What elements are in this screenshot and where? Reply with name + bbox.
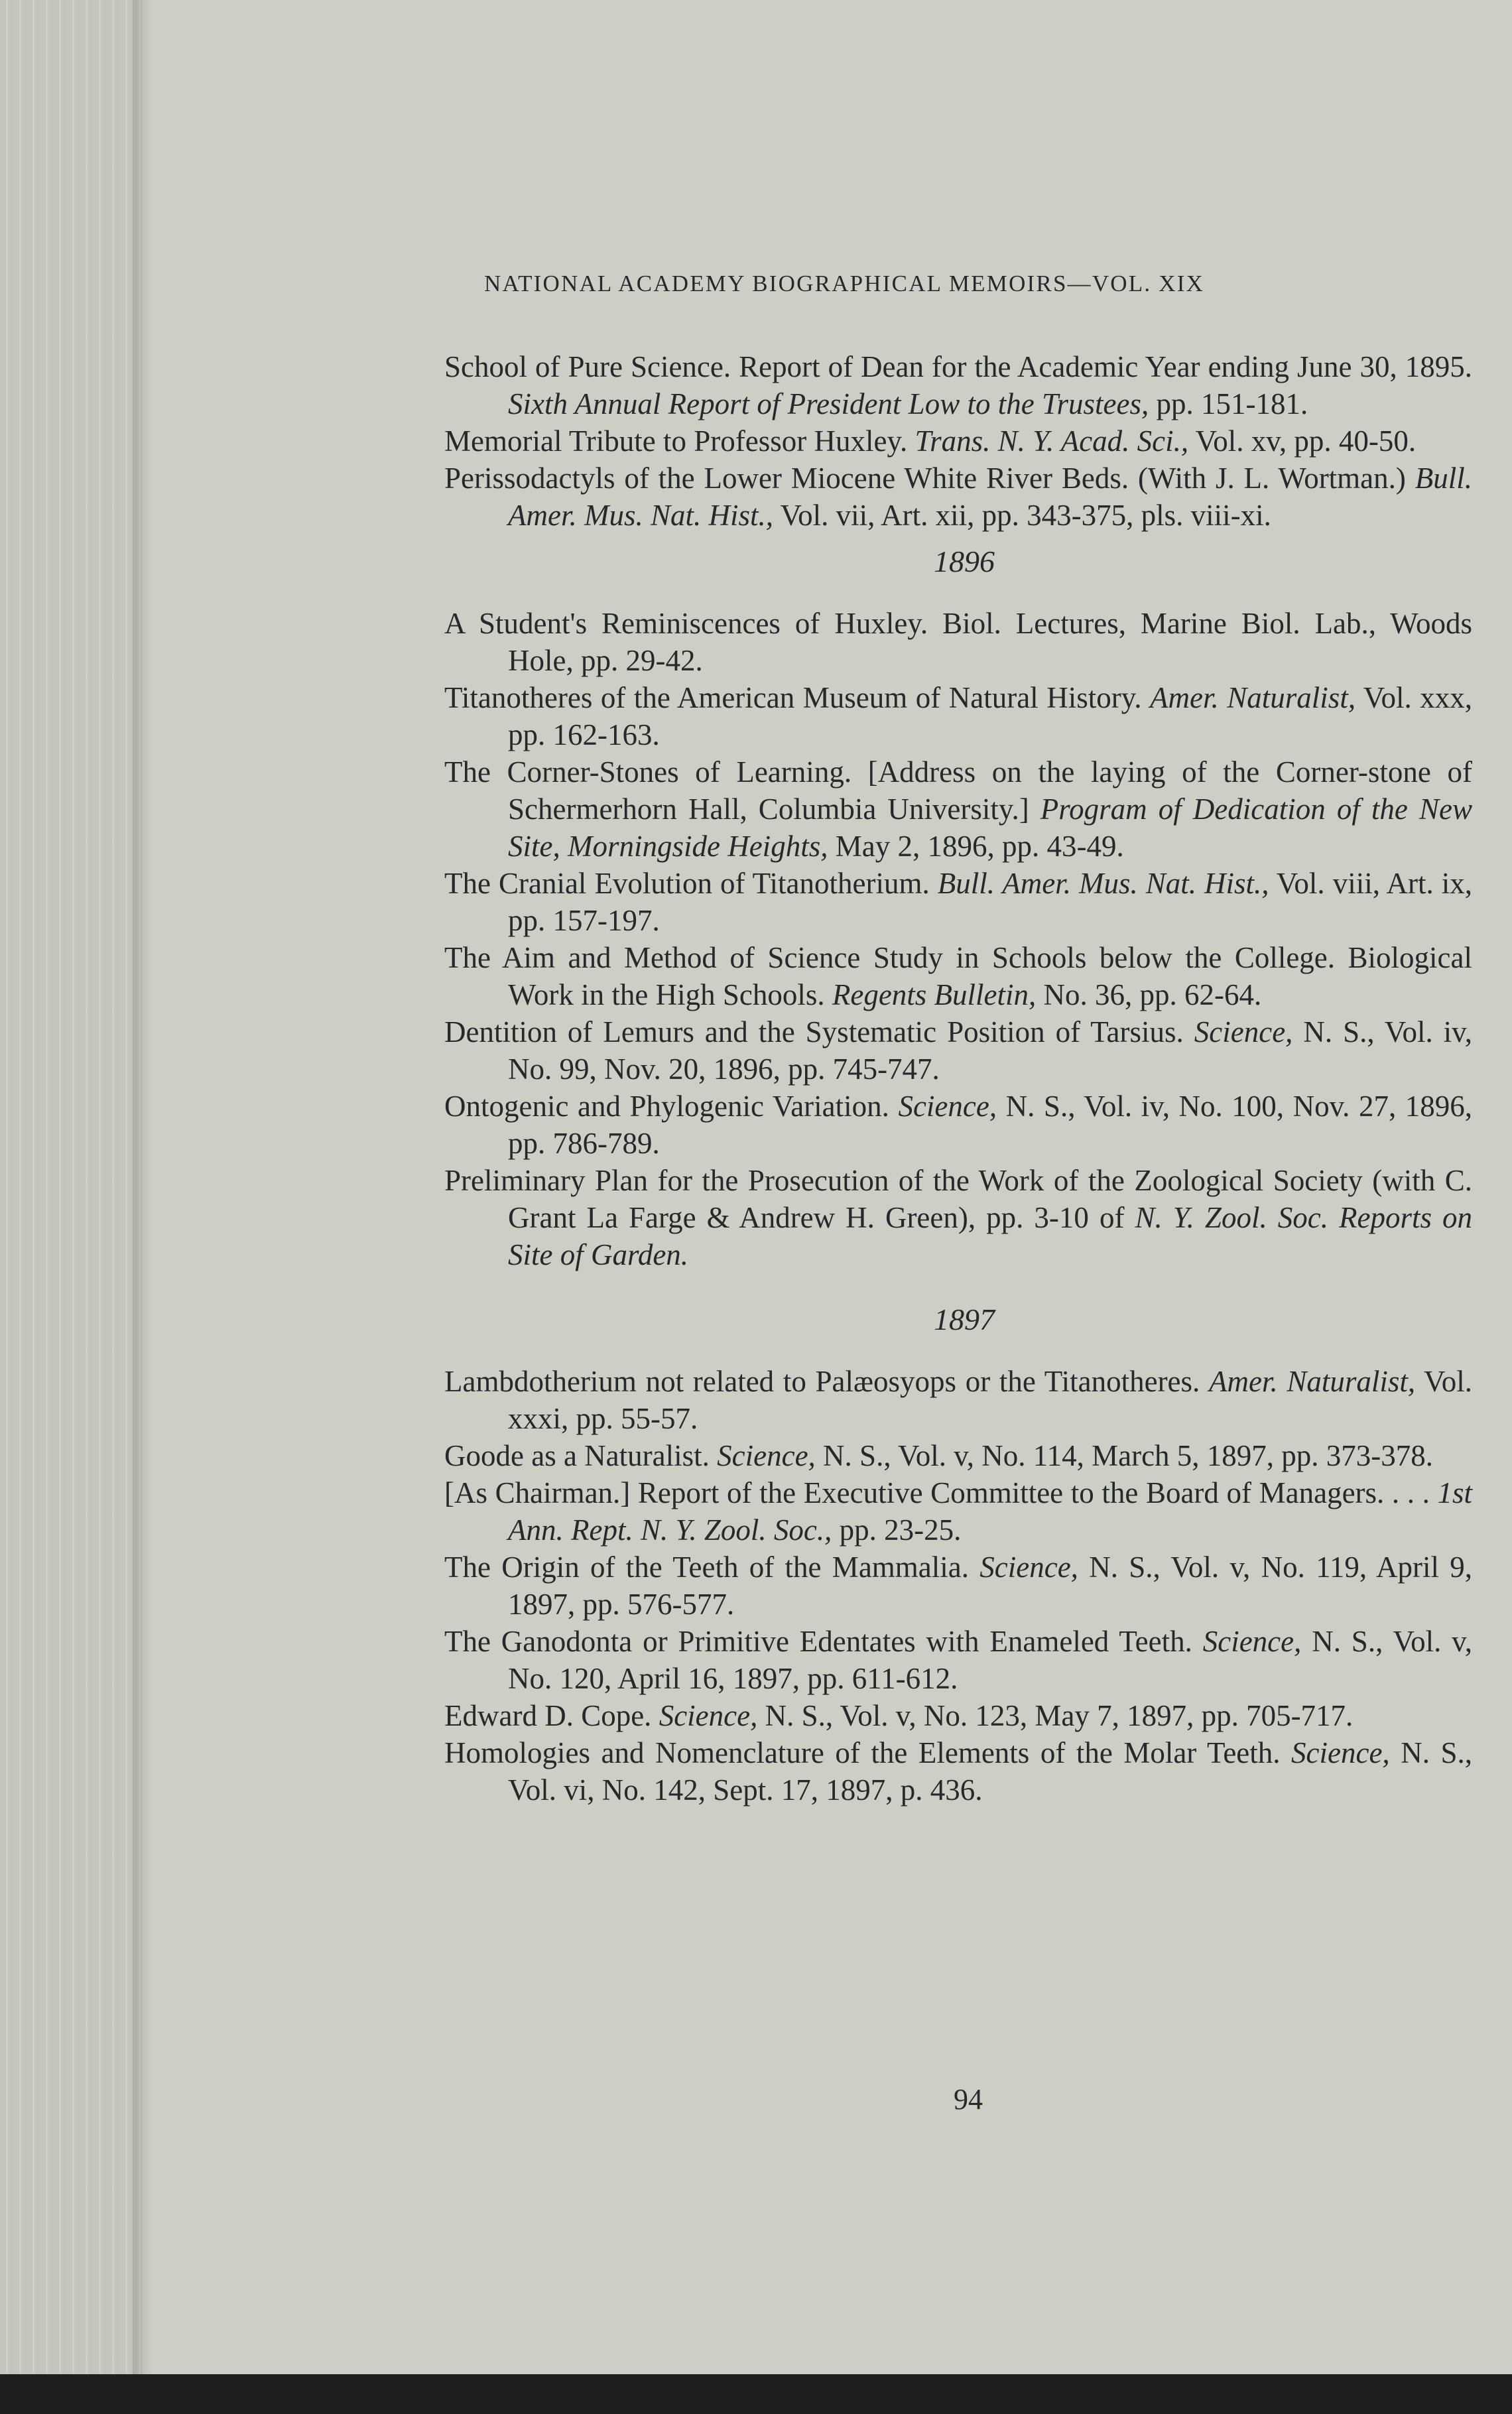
entry-title: The Ganodonta or Primitive Edentates with Enameled Teeth. (444, 1625, 1203, 1658)
bibliography-entry (444, 1013, 1472, 1088)
entry-details: N. S., Vol. v, No. 120, April 16, 1897, pp. 611-612. (508, 1625, 1472, 1695)
entry-source: Science, (717, 1439, 816, 1472)
entry-title: The Cranial Evolution of Titanotherium. (444, 867, 938, 900)
entry-details: No. 36, pp. 62-64. (1036, 978, 1262, 1011)
bibliography-list (444, 348, 1472, 1809)
entry-source: Science, (898, 1090, 997, 1123)
entry-source: Science, (1194, 1015, 1293, 1048)
entry-details: Vol. vii, Art. xii, pp. 343-375, pls. viii-xi. (773, 499, 1271, 532)
entry-details: N. S., Vol. v, No. 119, April 9, 1897, pp. 576-577. (508, 1551, 1472, 1621)
page-number: 94 (954, 2083, 983, 2116)
bibliography-entry (444, 679, 1472, 753)
bibliography-entry (444, 753, 1472, 865)
year-heading: 1897 (934, 1302, 995, 1336)
entry-title: The Origin of the Teeth of the Mammalia. (444, 1551, 980, 1584)
entry-details: Vol. xxxi, pp. 55-57. (508, 1365, 1472, 1435)
entry-title: School of Pure Science. Report of Dean for the Academic Year ending June 30, 1895. (444, 350, 1472, 383)
entry-source: Amer. Naturalist, (1208, 1365, 1416, 1398)
entry-source: Science, (1202, 1625, 1302, 1658)
bibliography-entry (444, 1474, 1472, 1549)
entry-source: Science, (1291, 1736, 1390, 1769)
entry-source: Regents Bulletin, (832, 978, 1037, 1011)
entry-title: Lambdotherium not related to Palæosyops or the Titanotheres. (444, 1365, 1209, 1398)
entry-title: Perissodactyls of the Lower Miocene White River Beds. (With J. L. Wortman.) (444, 462, 1415, 495)
bibliography-entry (444, 460, 1472, 534)
page-gutter-shadow (133, 0, 153, 2374)
entry-source: Science, (979, 1551, 1078, 1584)
entry-details: Vol. viii, Art. ix, pp. 157-197. (508, 867, 1472, 937)
entry-details: N. S., Vol. v, No. 123, May 7, 1897, pp. 705-717. (757, 1699, 1354, 1732)
entry-source: N. Y. Zool. Soc. Reports on Site of Garden. (508, 1201, 1472, 1271)
entry-details: pp. 23-25. (832, 1513, 962, 1547)
bibliography-entry (444, 605, 1472, 679)
bibliography-entry (444, 1549, 1472, 1623)
entry-title: A Student's Reminiscences of Huxley. Biol. Lectures, Marine Biol. Lab., Woods Hole, pp. 29-42. (444, 607, 1472, 677)
entry-details: May 2, 1896, pp. 43-49. (828, 830, 1124, 863)
entry-title: Dentition of Lemurs and the Systematic Position of Tarsius. (444, 1015, 1194, 1048)
bibliography-entry (444, 1623, 1472, 1697)
entry-title: The Corner-Stones of Learning. [Address on the laying of the Corner-stone of Schermerhorn Hall, Columbia University.] (444, 755, 1472, 826)
entry-details: N. S., Vol. iv, No. 99, Nov. 20, 1896, pp. 745-747. (508, 1015, 1472, 1086)
entry-source: Bull. Amer. Mus. Nat. Hist., (508, 462, 1472, 532)
bibliography-entry (444, 422, 1472, 460)
year-heading: 1896 (934, 544, 995, 578)
entry-title: Edward D. Cope. (444, 1699, 659, 1732)
bibliography-entry (444, 865, 1472, 939)
bibliography-entry (444, 1697, 1472, 1734)
entry-details: N. S., Vol. v, No. 114, March 5, 1897, pp. 373-378. (815, 1439, 1434, 1472)
entry-title: [As Chairman.] Report of the Executive Committee to the Board of Managers. . . . (444, 1476, 1438, 1509)
scan-bottom-border (0, 2374, 1512, 2414)
entry-source: Sixth Annual Report of President Low to the Trustees, (508, 387, 1149, 420)
bibliography-entry (444, 1437, 1472, 1474)
entry-title: The Aim and Method of Science Study in Schools below the College. Biological Work in the High Schools. (444, 941, 1472, 1011)
bibliography-entry (444, 939, 1472, 1013)
entry-source: Bull. Amer. Mus. Nat. Hist., (937, 867, 1269, 900)
bibliography-entry (444, 1162, 1472, 1273)
entry-source: 1st Ann. Rept. N. Y. Zool. Soc., (508, 1476, 1472, 1547)
entry-title: Goode as a Naturalist. (444, 1439, 718, 1472)
entry-source: Amer. Naturalist, (1150, 681, 1356, 714)
stacked-page-edges (0, 0, 143, 2374)
entry-source: Program of Dedication of the New Site, Morningside Heights, (508, 793, 1472, 863)
entry-title: Preliminary Plan for the Prosecution of the Work of the Zoological Society (with C. Grant La Farge & Andrew H. Green), pp. 3-10 of (444, 1164, 1472, 1234)
bibliography-entry (444, 1088, 1472, 1162)
entry-title: Ontogenic and Phylogenic Variation. (444, 1090, 899, 1123)
bibliography-entry (444, 1363, 1472, 1437)
bibliography-entry (444, 348, 1472, 422)
entry-details: Vol. xv, pp. 40-50. (1188, 424, 1417, 458)
entry-title: Titanotheres of the American Museum of Natural History. (444, 681, 1151, 714)
entry-details: N. S., Vol. vi, No. 142, Sept. 17, 1897, p. 436. (508, 1736, 1472, 1807)
entry-source: Trans. N. Y. Acad. Sci., (914, 424, 1189, 458)
entry-details: pp. 151-181. (1149, 387, 1308, 420)
entry-details: N. S., Vol. iv, No. 100, Nov. 27, 1896, pp. 786-789. (508, 1090, 1472, 1160)
bibliography-entry (444, 1734, 1472, 1809)
entry-title: Memorial Tribute to Professor Huxley. (444, 424, 915, 458)
entry-details: Vol. xxx, pp. 162-163. (508, 681, 1472, 751)
entry-source: Science, (659, 1699, 758, 1732)
entry-title: Homologies and Nomenclature of the Elements of the Molar Teeth. (444, 1736, 1292, 1769)
running-header: NATIONAL ACADEMY BIOGRAPHICAL MEMOIRS—VOL. XIX (484, 271, 1205, 296)
